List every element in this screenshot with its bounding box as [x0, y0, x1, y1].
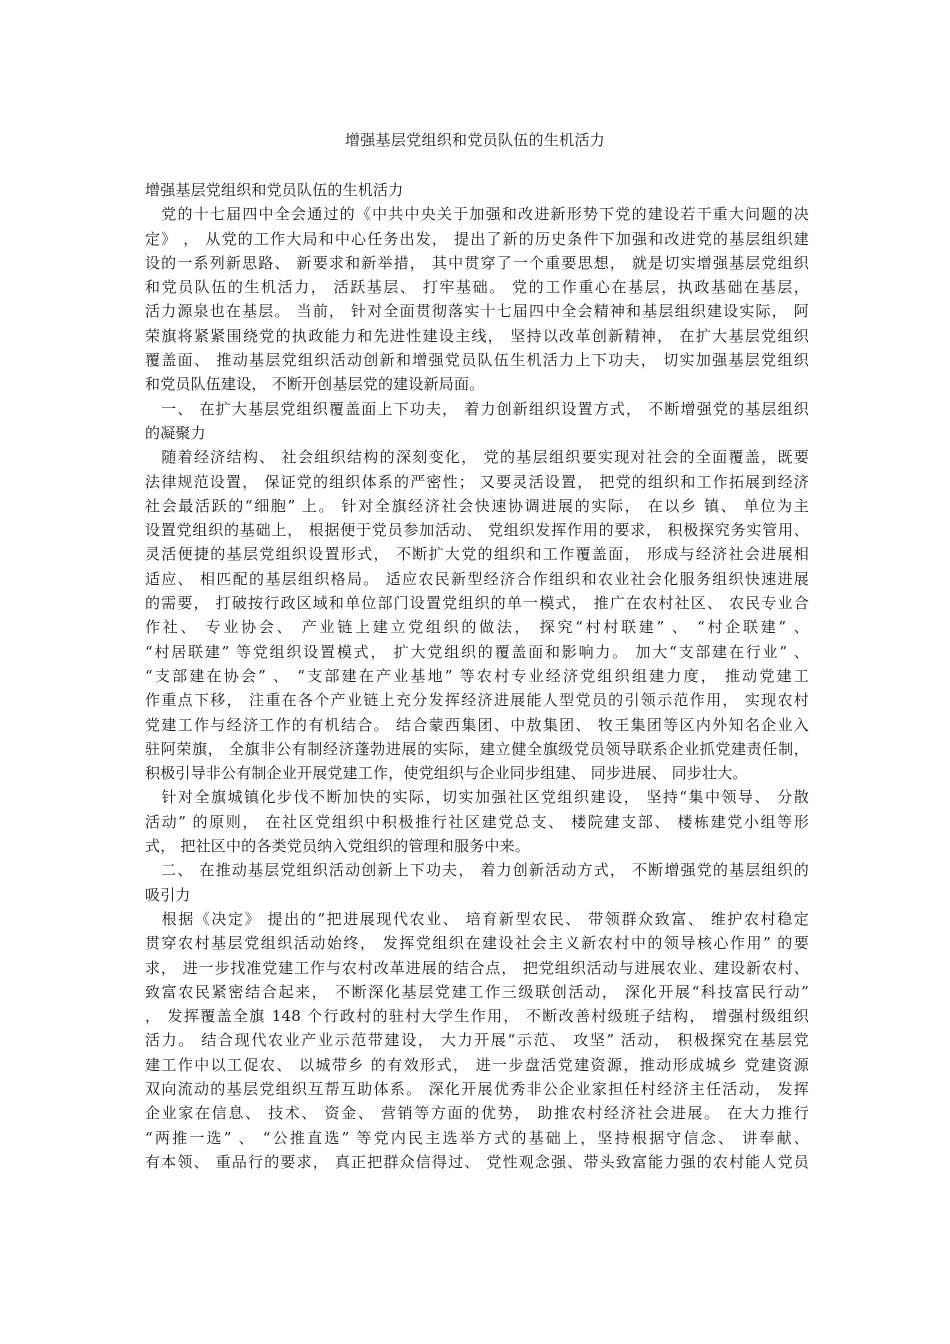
body-line: 驻阿荣旗， 全旗非公有制经济蓬勃进展的实际，建立健全旗级党员领导联系企业抓党建责任制， — [145, 739, 809, 758]
body-line: 法律规范设置， 保证党的组织体系的严密性； 又要灵活设置， 把党的组织和工作拓展到经济 — [145, 472, 809, 491]
body-line: 随着经济结构、 社会组织结构的深刻变化， 党的基层组织要实现对社会的全面覆盖，既要 — [145, 448, 809, 467]
body-line: 党建工作与经济工作的有机结合。 结合蒙西集团、中敖集团、 牧王集团等区内外知名企业入 — [145, 715, 809, 734]
body-line: 求， 进一步找准党建工作与农村改革进展的结合点， 把党组织活动与进展农业、建设新农村、 — [145, 958, 809, 977]
body-line: “两推一选” 、 “公推直选” 等党内民主选举方式的基础上，坚持根据守信念、 讲奉献、 — [145, 1128, 809, 1147]
body-line: 设的一系列新思路、 新要求和新举措， 其中贯穿了一个重要思想， 就是切实增强基层党组织 — [145, 253, 809, 272]
body-line: 和党员队伍建设， 不断开创基层党的建设新局面。 — [145, 375, 485, 394]
body-line: 社会最活跃的“细胞” 上。 针对全旗经济社会快速协调进展的实际， 在以乡 镇、 单位为主 — [145, 496, 809, 515]
section-heading-line: 一、 在扩大基层党组织覆盖面上下功夫， 着力创新组织设置方式， 不断增强党的基层组织 — [145, 399, 809, 418]
body-line: “村居联建” 等党组织设置模式， 扩大党组织的覆盖面和影响力。 加大“支部建在行业” 、 — [145, 642, 809, 661]
body-line: 设置党组织的基础上， 根据便于党员参加活动、 党组织发挥作用的要求， 积极探究务实管用、 — [145, 521, 809, 540]
section-heading-line: 的凝聚力 — [145, 423, 206, 442]
body-line: 企业家在信息、 技术、 资金、 营销等方面的优势， 助推农村经济社会进展。 在大力推行 — [145, 1104, 809, 1123]
body-line: 的需要， 打破按行政区域和单位部门设置党组织的单一模式， 推广在农村社区、 农民专业合 — [145, 594, 809, 613]
body-line: 定》 ， 从党的工作大局和中心任务出发， 提出了新的历史条件下加强和改进党的基层组织建 — [145, 229, 809, 248]
body-line: 活动” 的原则， 在社区党组织中积极推行社区建党总支、 楼院建支部、 楼栋建党小组等形 — [145, 812, 809, 831]
body-line: 建工作中以工促农、 以城带乡 的有效形式， 进一步盘活党建资源，推动形成城乡 党建资源 — [145, 1055, 809, 1074]
body-line: 党的十七届四中全会通过的《中共中央关于加强和改进新形势下党的建设若干重大问题的决 — [145, 205, 809, 224]
body-line: 根据《决定》 提出的“把进展现代农业、 培育新型农民、 带领群众致富、 维护农村稳定 — [145, 909, 809, 928]
body-line: 活力源泉也在基层。 当前， 针对全面贯彻落实十七届四中全会精神和基层组织建设实际， 阿 — [145, 302, 809, 321]
body-line: 覆盖面、 推动基层党组织活动创新和增强党员队伍生机活力上下功夫， 切实加强基层党组织 — [145, 351, 809, 370]
body-line: 致富农民紧密结合起来， 不断深化基层党建工作三级联创活动， 深化开展“科技富民行动” — [145, 982, 809, 1001]
body-line-heading: 增强基层党组织和党员队伍的生机活力 — [145, 181, 404, 199]
body-line: 积极引导非公有制企业开展党建工作，使党组织与企业同步组建、 同步进展、 同步壮大。 — [145, 764, 748, 783]
body-line: 针对全旗城镇化步伐不断加快的实际，切实加强社区党组织建设， 坚持“集中领导、 分散 — [145, 788, 809, 807]
section-heading-line: 二、 在推动基层党组织活动创新上下功夫， 着力创新活动方式， 不断增强党的基层组织的 — [145, 861, 809, 880]
body-line: 荣旗将紧紧围绕党的执政能力和先进性建设主线， 坚持以改革创新精神， 在扩大基层党组织 — [145, 326, 809, 345]
body-line: 灵活便捷的基层党组织设置形式， 不断扩大党的组织和工作覆盖面， 形成与经济社会进展相 — [145, 545, 809, 564]
document-title: 增强基层党组织和党员队伍的生机活力 — [344, 131, 606, 149]
document-body — [145, 178, 809, 1174]
body-line: “支部建在协会” 、 “支部建在产业基地” 等农村专业经济党组织组建力度， 推动党建工 — [145, 666, 809, 685]
body-line: 和党员队伍的生机活力， 活跃基层、 打牢基础。 党的工作重心在基层，执政基础在基层， — [145, 278, 809, 297]
body-line: 适应、 相匹配的基层组织格局。 适应农民新型经济合作组织和农业社会化服务组织快速进展 — [145, 569, 809, 588]
body-line: 作重点下移， 注重在各个产业链上充分发挥经济进展能人型党员的引领示范作用， 实现农村 — [145, 691, 809, 710]
body-line: 活力。 结合现代农业产业示范带建设， 大力开展“示范、 攻坚” 活动， 积极探究在基层党 — [145, 1031, 809, 1050]
body-line: 式， 把社区中的各类党员纳入党组织的管理和服务中来。 — [145, 837, 530, 856]
body-line: 作社、 专业协会、 产业链上建立党组织的做法， 探究“村村联建” 、 “村企联建” 、 — [145, 618, 809, 637]
section-heading-line: 吸引力 — [145, 885, 191, 904]
body-line: 双向流动的基层党组织互帮互助体系。 深化开展优秀非公企业家担任村经济主任活动， 发挥 — [145, 1079, 809, 1098]
body-line: 有本领、 重品行的要求， 真正把群众信得过、 党性观念强、带头致富能力强的农村能人党员 — [145, 1152, 809, 1171]
body-line: ， 发挥覆盖全旗 148 个行政村的驻村大学生作用， 不断改善村级班子结构， 增强村级组织 — [145, 1007, 809, 1026]
body-line: 贯穿农村基层党组织活动始终， 发挥党组织在建设社会主义新农村中的领导核心作用” 的要 — [145, 934, 809, 953]
